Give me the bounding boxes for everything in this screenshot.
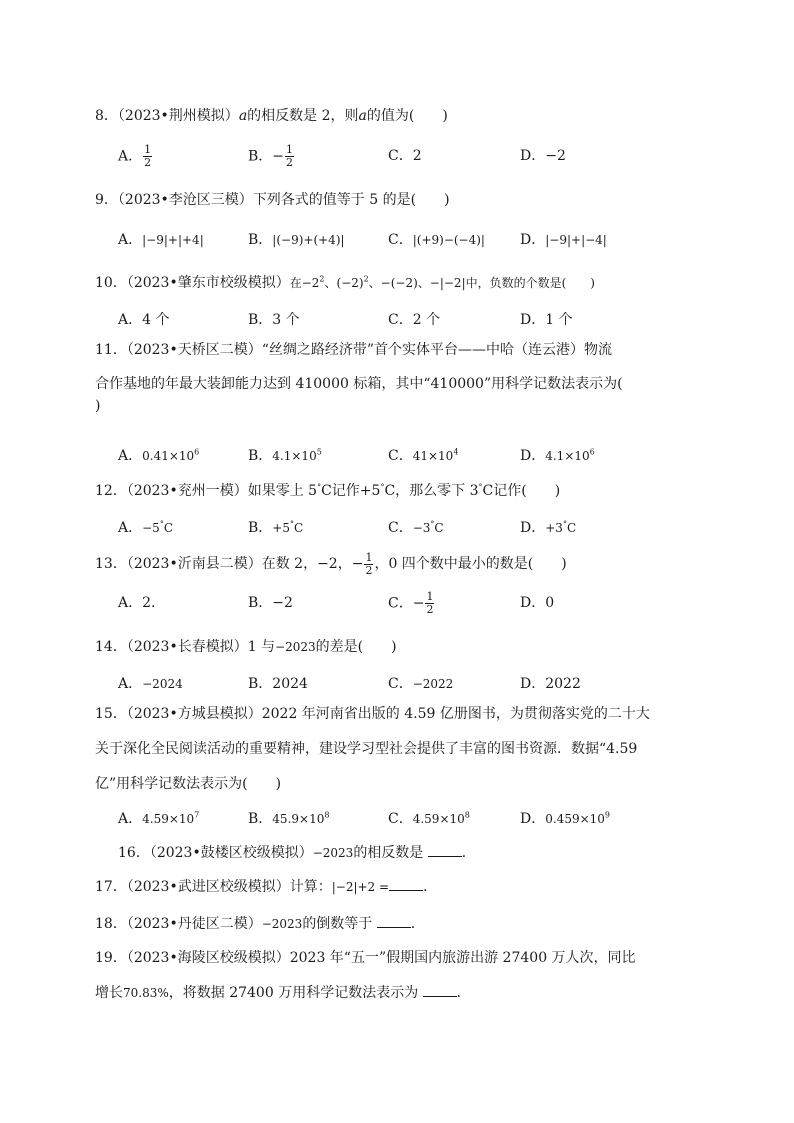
- option-b: B．− $\frac{1}{2}$: [248, 143, 294, 169]
- option-a: A． $\frac{1}{2}$: [118, 143, 152, 169]
- option-c: C．|(+9)−(−4)|: [388, 232, 485, 248]
- option-a: A．−2024: [118, 676, 183, 692]
- option-d: D．$0.459\times 10^9$: [520, 810, 611, 827]
- question-number: 17．: [95, 879, 127, 895]
- fraction: $\frac{1}{2}$: [365, 550, 373, 577]
- question-19: 19．（2023•海陵区校级模拟）2023 年“五一”假期国内旅游出游 27400 万人次，同比 增长70.83%，将数据 27400 万用科学记数法表示为 ．: [95, 950, 636, 1001]
- question-source: （2023•鼓楼区校级模拟）: [149, 845, 313, 861]
- option-d: D．$4.1\times 10^6$: [520, 447, 595, 464]
- question-source: （2023•李沧区三模）: [117, 192, 253, 208]
- question-8: 8．（2023•荆州模拟）a的相反数是 2，则a的值为( ): [95, 108, 448, 124]
- option-c: C．2: [388, 148, 422, 164]
- answer-blank[interactable]: [389, 876, 423, 891]
- question-9-options: [118, 228, 718, 252]
- option-d: D．0: [520, 595, 555, 611]
- question-number: 13．: [95, 556, 127, 572]
- question-source: （2023•丹徒区二模）: [126, 916, 262, 932]
- option-b: B．$4.1\times 10^5$: [248, 447, 322, 464]
- question-8-options: [118, 144, 718, 168]
- option-a: A．$0.41\times 10^6$: [118, 447, 200, 464]
- question-15-options: [118, 807, 718, 831]
- question-13: 13．（2023•沂南县二模）在数 2，−2，− $\frac{1}{2}$ ，0 四个数中最小的数是( ): [95, 550, 567, 577]
- question-number: 11．: [95, 342, 127, 358]
- option-d: D．2022: [520, 676, 581, 692]
- question-source: （2023•荆州模拟）: [117, 108, 239, 124]
- option-b: B．2024: [248, 676, 308, 692]
- question-12-options: [118, 516, 718, 540]
- question-13-options: [118, 591, 718, 619]
- question-9: 9．（2023•李沧区三模）下列各式的值等于 5 的是( ): [95, 192, 450, 208]
- option-c: C．$4.59\times 10^8$: [388, 810, 470, 827]
- question-number: 16．: [118, 845, 150, 861]
- question-source: （2023•长春模拟）: [126, 639, 248, 655]
- fraction: $\frac{1}{2}$: [144, 143, 152, 169]
- option-c: C．$41\times 10^4$: [388, 447, 459, 464]
- answer-blank[interactable]: [428, 842, 462, 857]
- option-c: C．−2022: [388, 676, 454, 692]
- option-b: B．+5°C: [248, 519, 304, 536]
- question-14: 14．（2023•长春模拟）1 与−2023的差是( ): [95, 639, 397, 655]
- option-b: B．3 个: [248, 312, 300, 328]
- option-d: D．+3°C: [520, 519, 577, 536]
- answer-blank[interactable]: [423, 982, 457, 997]
- question-number: 15．: [95, 706, 127, 722]
- question-number: 18．: [95, 916, 127, 932]
- option-c: C．− $\frac{1}{2}$: [388, 590, 434, 616]
- question-11-options: [118, 444, 718, 468]
- option-c: C．2 个: [388, 312, 441, 328]
- question-18: 18．（2023•丹徒区二模）−2023的倒数等于 ．: [95, 913, 425, 934]
- question-source: （2023•兖州一模）: [126, 483, 248, 499]
- question-10-options: [118, 308, 718, 332]
- question-number: 10．: [95, 275, 127, 291]
- option-a: A．4 个: [118, 312, 170, 328]
- option-d: D．−2: [520, 148, 566, 164]
- option-c: C．−3°C: [388, 519, 444, 536]
- question-number: 9．: [95, 192, 118, 208]
- question-10: 10．（2023•肇东市校级模拟）在$-2^2$、$(-2)^2$、−(−2)、−|−2|中，负数的个数是( ): [95, 274, 595, 291]
- question-source: （2023•海陵区校级模拟）: [126, 950, 290, 966]
- fraction: $\frac{1}{2}$: [286, 143, 294, 169]
- question-source: （2023•沂南县二模）: [126, 556, 262, 572]
- question-number: 8．: [95, 108, 118, 124]
- question-12: 12．（2023•兖州一模）如果零上 5°C记作+5°C，那么零下 3°C记作( ): [95, 482, 561, 499]
- question-15: 15．（2023•方城县模拟）2022 年河南省出版的 4.59 亿册图书，为贯彻落实党的二十大 关于深化全民阅读活动的重要精神，建设学习型社会提供了丰富的图书资源．数据“4.59 亿”用科学记数法表示为( ): [95, 706, 650, 792]
- option-a: A．−5°C: [118, 519, 174, 536]
- question-14-options: [118, 672, 718, 696]
- option-b: B．$45.9\times 10^8$: [248, 810, 330, 827]
- question-source: （2023•武进区校级模拟）: [126, 879, 290, 895]
- answer-blank[interactable]: [377, 913, 411, 928]
- question-source: （2023•天桥区二模）: [126, 342, 262, 358]
- question-11: 11．（2023•天桥区二模）“丝绸之路经济带”首个实体平台——中哈（连云港）物流 合作基地的年最大装卸能力达到 410000 标箱，其中“410000”用科学记数法表示为( ): [95, 342, 623, 414]
- question-16: 16．（2023•鼓楼区校级模拟）−2023的相反数是 ．: [118, 842, 476, 863]
- question-number: 12．: [95, 483, 127, 499]
- question-number: 14．: [95, 639, 127, 655]
- fraction: $\frac{1}{2}$: [426, 590, 434, 616]
- option-a: A．2.: [118, 595, 156, 611]
- option-b: B．−2: [248, 595, 293, 611]
- option-b: B．|(−9)+(+4)|: [248, 232, 345, 248]
- option-a: A．|−9|+|+4|: [118, 232, 204, 248]
- question-source: （2023•肇东市校级模拟）: [126, 275, 290, 291]
- question-17: 17．（2023•武进区校级模拟）计算：|−2|+2 = ．: [95, 876, 437, 897]
- question-number: 19．: [95, 950, 127, 966]
- option-d: D．1 个: [520, 312, 573, 328]
- option-d: D．|−9|+|−4|: [520, 232, 607, 248]
- question-source: （2023•方城县模拟）: [126, 706, 262, 722]
- option-a: A．$4.59\times 10^7$: [118, 810, 200, 827]
